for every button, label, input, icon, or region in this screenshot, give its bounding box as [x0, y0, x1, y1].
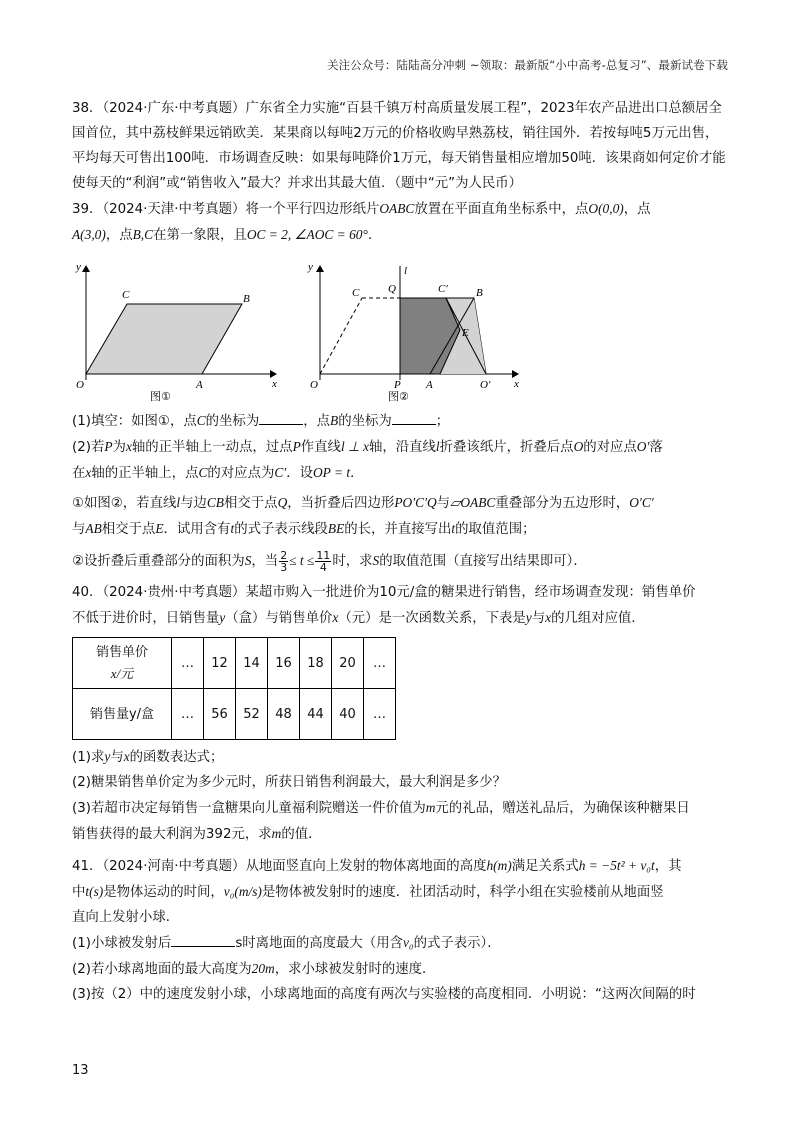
label-c: C	[352, 287, 360, 299]
table-cell: 40	[332, 689, 364, 740]
question-39-part-1: (1)填空：如图①，点C的坐标为 ，点B的坐标为 ；	[72, 408, 728, 434]
question-39-intro: 39．（2024·天津·中考真题）将一个平行四边形纸片OABC放置在平面直角坐标系中，点O(0,0)，点 A(3,0)，点B,C在第一象限，且OC = 2, ∠AOC = 60°．	[72, 201, 651, 243]
figure-1-caption: 图①	[150, 390, 171, 403]
label-q: Q	[388, 283, 396, 295]
table-header-price: 销售单价 x/元	[73, 638, 172, 689]
label-l: l	[404, 265, 408, 277]
figure-2	[304, 256, 524, 404]
question-38: 38．（2024·广东·中考真题）广东省全力实施“百县千镇万村高质量发展工程”，2023年农产品进出口总额居全国首位，其中荔枝鲜果远销欧美．某果商以每吨2万元的价格收购早熟荔枝，销往国外．若按每吨5万元出售，平均每天可售出100吨．市场调查反映：如果每吨降价1万元，每天销售量相应增加50吨．该果商如何定价才能使每天的“利润”或“销售收入”最大？并求出其最大值．（题中“元”为人民币）	[72, 101, 726, 191]
figures	[72, 256, 728, 404]
figure-1	[72, 256, 282, 404]
answer-blank	[392, 410, 436, 425]
data-table	[72, 637, 396, 740]
table-cell: 20	[332, 638, 364, 689]
table-cell: …	[364, 689, 396, 740]
page-number: 13	[72, 1063, 89, 1078]
label-e: E	[462, 327, 469, 339]
answer-blank	[259, 410, 303, 425]
fraction-eleven-quarters: $\frac{11}{4}$	[316, 548, 331, 574]
label-y: y	[308, 261, 313, 273]
table-cell: 52	[236, 689, 268, 740]
table-cell: 16	[268, 638, 300, 689]
question-41-intro: 41．（2024·河南·中考真题）从地面竖直向上发射的物体离地面的高度h(m)满足关系式h = −5t² + v₀t，其 中t(s)是物体运动的时间，v₀(m/s)是物体被发射时的速度．社团活动时，科学小组在实验楼前从地面竖 直向上发射小球．	[72, 858, 682, 925]
label-o: O	[76, 379, 84, 391]
label-o-prime: O′	[480, 379, 491, 391]
dashed-oc	[320, 298, 362, 374]
label-a: A	[196, 379, 203, 391]
table-cell: 14	[236, 638, 268, 689]
table-cell: 56	[204, 689, 236, 740]
label-x: x	[272, 378, 277, 390]
question-40-part-2: (2)糖果销售单价定为多少元时，所获日销售利润最大，最大利润是多少？	[72, 775, 507, 790]
label-b: B	[243, 293, 250, 305]
table-cell: 48	[268, 689, 300, 740]
fraction-two-thirds: $\frac{2}{3}$	[280, 548, 288, 574]
question-39-part-2: (2)若P为x轴的正半轴上一动点，过点P作直线l ⊥ x轴，沿直线l折叠该纸片，折叠后点O的对应点O′落 在x轴的正半轴上，点C的对应点为C′．设OP = t．	[72, 439, 663, 481]
figure-2-caption: 图②	[388, 390, 409, 403]
table-cell: …	[172, 638, 204, 689]
table-row	[73, 638, 396, 689]
label-p: P	[394, 379, 401, 391]
table-cell: 44	[300, 689, 332, 740]
question-39-sub-1: ①如图②，若直线l与边CB相交于点Q，当折叠后四边形PO′C′Q与▱OABC重叠部分为五边形时，O′C′ 与AB相交于点E．试用含有t的式子表示线段BE的长，并直接写出t的取值范围；	[72, 495, 654, 537]
label-x: x	[514, 378, 519, 390]
question-41-part-2: (2)若小球离地面的最大高度为20m，求小球被发射时的速度．	[72, 961, 436, 977]
label-o: O	[310, 379, 318, 391]
label-y: y	[76, 261, 81, 273]
label-a: A	[426, 379, 433, 391]
table-cell: …	[172, 689, 204, 740]
question-40-part-1: (1)求y与x的函数表达式；	[72, 749, 224, 765]
answer-blank	[171, 932, 235, 947]
table-row	[73, 689, 396, 740]
question-39-sub-2: ②设折叠后重叠部分的面积为S，当 $\frac{2}{3}$ ≤ t ≤ $\frac{11}{4}$ 时，求S的取值范围（直接写出结果即可）．	[72, 548, 587, 574]
label-c: C	[122, 289, 130, 301]
question-41-part-1: (1)小球被发射后 s时离地面的高度最大（用含v₀的式子表示）．	[72, 930, 728, 956]
table-cell: …	[364, 638, 396, 689]
label-b: B	[476, 287, 483, 299]
parallelogram-oabc	[86, 304, 242, 374]
table-cell: 18	[300, 638, 332, 689]
question-41-part-3: (3)按（2）中的速度发射小球，小球离地面的高度有两次与实验楼的高度相同．小明说：“这两次间隔的时	[72, 987, 696, 1002]
table-cell: 12	[204, 638, 236, 689]
question-40-part-3: (3)若超市决定每销售一盒糖果向儿童福利院赠送一件价值为m元的礼品，赠送礼品后，为确保该种糖果日 销售获得的最大利润为392元，求m的值．	[72, 800, 690, 842]
label-c-prime: C′	[438, 283, 448, 295]
page-header: 关注公众号：陆陆高分冲刺 ~领取：最新版“小中高考-总复习”、最新试卷下载	[326, 58, 728, 72]
table-header-volume: 销售量y/盒	[73, 689, 172, 740]
question-40-intro: 40．（2024·贵州·中考真题）某超市购入一批进价为10元/盒的糖果进行销售，经市场调查发现：销售单价 不低于进价时，日销售量y（盒）与销售单价x（元）是一次函数关系，下表是y与x的几组对应值．	[72, 585, 696, 626]
content	[72, 96, 728, 1007]
